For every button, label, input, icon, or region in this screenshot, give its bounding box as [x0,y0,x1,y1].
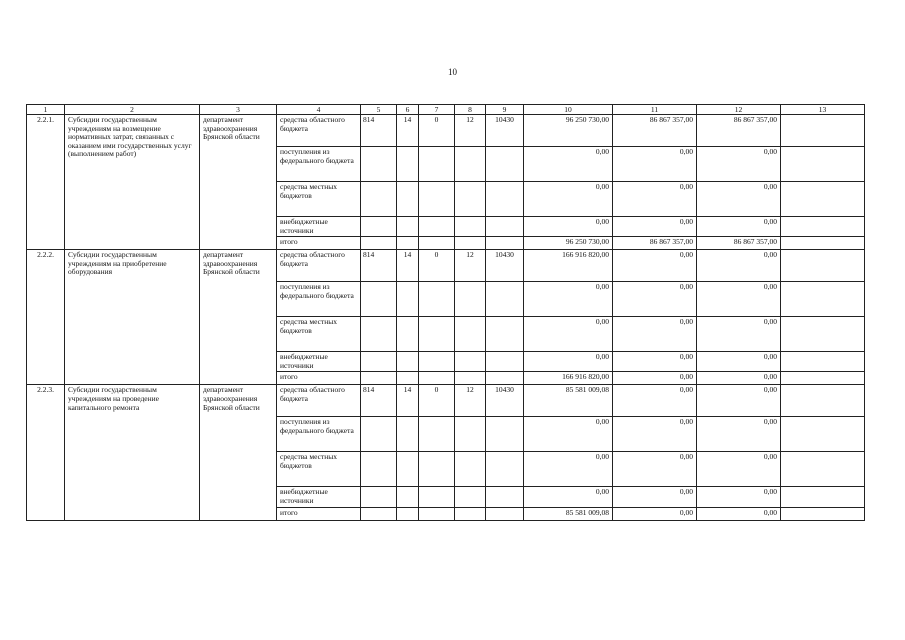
amount-cell: 0,00 [697,317,781,352]
code-cell [419,147,455,182]
code-cell [397,372,419,385]
code-cell [419,452,455,487]
amount-cell: 86 867 357,00 [613,115,697,147]
amount-cell: 0,00 [524,217,613,237]
funding-source-cell: внебюджетные источники [277,352,361,372]
amount-cell: 0,00 [697,487,781,507]
header-cell: 7 [419,105,455,115]
table-row [27,385,865,417]
code-cell [361,507,397,520]
amount-cell: 0,00 [613,487,697,507]
amount-cell: 0,00 [697,182,781,217]
note-cell [781,147,865,182]
code-cell [455,452,486,487]
code-cell [419,217,455,237]
code-cell [455,237,486,250]
item-number-cell: 2.2.1. [27,115,65,250]
note-cell [781,115,865,147]
header-cell: 2 [65,105,200,115]
amount-cell: 0,00 [613,507,697,520]
funding-source-cell: поступления из федерального бюджета [277,417,361,452]
funding-source-cell: средства местных бюджетов [277,317,361,352]
amount-cell: 0,00 [613,452,697,487]
code-cell [397,507,419,520]
executor-cell: департамент здравоохранения Брянской области [200,250,277,385]
code-cell [486,352,524,372]
code-cell [419,507,455,520]
amount-cell: 86 867 357,00 [613,237,697,250]
header-row [27,105,865,115]
amount-cell: 85 581 009,08 [524,385,613,417]
code-cell [419,487,455,507]
funding-source-cell: средства местных бюджетов [277,452,361,487]
funding-source-cell: внебюджетные источники [277,487,361,507]
amount-cell: 0,00 [613,217,697,237]
code-cell: 0 [419,250,455,282]
code-cell: 814 [361,250,397,282]
code-cell [361,372,397,385]
note-cell [781,282,865,317]
code-cell [455,372,486,385]
amount-cell: 0,00 [524,417,613,452]
note-cell [781,250,865,282]
code-cell: 0 [419,115,455,147]
code-cell: 10430 [486,250,524,282]
amount-cell: 85 581 009,08 [524,507,613,520]
amount-cell: 0,00 [524,317,613,352]
code-cell [419,282,455,317]
amount-cell: 86 867 357,00 [697,115,781,147]
header-cell: 12 [697,105,781,115]
code-cell [397,352,419,372]
funding-source-cell: средства областного бюджета [277,385,361,417]
amount-cell: 166 916 820,00 [524,372,613,385]
amount-cell: 86 867 357,00 [697,237,781,250]
executor-cell: департамент здравоохранения Брянской области [200,115,277,250]
amount-cell: 0,00 [613,372,697,385]
code-cell [361,452,397,487]
code-cell [486,182,524,217]
code-cell [455,417,486,452]
header-cell: 6 [397,105,419,115]
code-cell [419,182,455,217]
code-cell [397,417,419,452]
item-number-cell: 2.2.3. [27,385,65,520]
code-cell [361,282,397,317]
code-cell [455,217,486,237]
code-cell [361,182,397,217]
code-cell [486,217,524,237]
note-cell [781,217,865,237]
code-cell [397,317,419,352]
note-cell [781,182,865,217]
code-cell [455,352,486,372]
code-cell: 12 [455,385,486,417]
code-cell: 14 [397,250,419,282]
code-cell: 10430 [486,385,524,417]
code-cell [486,317,524,352]
amount-cell: 0,00 [524,182,613,217]
amount-cell: 0,00 [613,182,697,217]
code-cell: 14 [397,115,419,147]
code-cell [419,417,455,452]
code-cell [455,317,486,352]
funding-source-cell: поступления из федерального бюджета [277,147,361,182]
code-cell [397,147,419,182]
code-cell: 0 [419,385,455,417]
amount-cell: 0,00 [613,352,697,372]
code-cell [486,507,524,520]
header-cell: 9 [486,105,524,115]
amount-cell: 0,00 [524,282,613,317]
code-cell [361,487,397,507]
funding-source-cell: итого [277,372,361,385]
code-cell [361,417,397,452]
note-cell [781,385,865,417]
note-cell [781,507,865,520]
funding-source-cell: внебюджетные источники [277,217,361,237]
code-cell [486,452,524,487]
amount-cell: 0,00 [697,147,781,182]
code-cell [397,487,419,507]
table-row [27,250,865,282]
amount-cell: 0,00 [697,352,781,372]
code-cell [486,282,524,317]
code-cell [486,487,524,507]
amount-cell: 0,00 [697,250,781,282]
code-cell: 12 [455,250,486,282]
code-cell: 814 [361,385,397,417]
header-cell: 8 [455,105,486,115]
code-cell [455,182,486,217]
amount-cell: 0,00 [613,417,697,452]
code-cell [419,237,455,250]
code-cell [397,237,419,250]
funding-source-cell: средства местных бюджетов [277,182,361,217]
code-cell [361,147,397,182]
code-cell [397,282,419,317]
amount-cell: 0,00 [697,417,781,452]
budget-table [26,104,865,521]
table-row [27,115,865,147]
header-cell: 10 [524,105,613,115]
amount-cell: 0,00 [697,385,781,417]
note-cell [781,372,865,385]
code-cell [455,487,486,507]
funding-source-cell: итого [277,237,361,250]
page-number: 10 [448,67,457,77]
code-cell [397,217,419,237]
amount-cell: 96 250 730,00 [524,115,613,147]
code-cell [361,217,397,237]
amount-cell: 0,00 [613,147,697,182]
code-cell: 10430 [486,115,524,147]
code-cell [397,452,419,487]
code-cell [455,147,486,182]
header-cell: 1 [27,105,65,115]
amount-cell: 0,00 [524,147,613,182]
amount-cell: 0,00 [524,487,613,507]
code-cell [419,372,455,385]
funding-source-cell: итого [277,507,361,520]
amount-cell: 0,00 [613,385,697,417]
amount-cell: 96 250 730,00 [524,237,613,250]
code-cell [419,317,455,352]
amount-cell: 0,00 [524,452,613,487]
amount-cell: 0,00 [524,352,613,372]
header-cell: 13 [781,105,865,115]
note-cell [781,417,865,452]
note-cell [781,452,865,487]
amount-cell: 0,00 [613,317,697,352]
executor-cell: департамент здравоохранения Брянской области [200,385,277,520]
code-cell [361,237,397,250]
amount-cell: 0,00 [613,282,697,317]
amount-cell: 0,00 [697,452,781,487]
note-cell [781,237,865,250]
item-number-cell: 2.2.2. [27,250,65,385]
header-cell: 3 [200,105,277,115]
amount-cell: 166 916 820,00 [524,250,613,282]
amount-cell: 0,00 [613,250,697,282]
table-body [27,115,865,521]
code-cell [361,352,397,372]
header-cell: 4 [277,105,361,115]
item-name-cell: Субсидии государственным учреждениям на приобретение оборудования [65,250,200,385]
funding-source-cell: поступления из федерального бюджета [277,282,361,317]
header-cell: 11 [613,105,697,115]
code-cell [455,507,486,520]
funding-source-cell: средства областного бюджета [277,115,361,147]
code-cell [486,417,524,452]
code-cell: 14 [397,385,419,417]
amount-cell: 0,00 [697,507,781,520]
amount-cell: 0,00 [697,282,781,317]
code-cell [486,237,524,250]
note-cell [781,317,865,352]
item-name-cell: Субсидии государственным учреждениям на возмещение нормативных затрат, связанных с оказанием ими государственных услуг (выполнением работ) [65,115,200,250]
funding-source-cell: средства областного бюджета [277,250,361,282]
note-cell [781,487,865,507]
code-cell [486,372,524,385]
amount-cell: 0,00 [697,372,781,385]
code-cell [419,352,455,372]
code-cell: 12 [455,115,486,147]
header-cell: 5 [361,105,397,115]
code-cell: 814 [361,115,397,147]
code-cell [361,317,397,352]
item-name-cell: Субсидии государственным учреждениям на проведение капитального ремонта [65,385,200,520]
code-cell [397,182,419,217]
code-cell [455,282,486,317]
note-cell [781,352,865,372]
amount-cell: 0,00 [697,217,781,237]
code-cell [486,147,524,182]
